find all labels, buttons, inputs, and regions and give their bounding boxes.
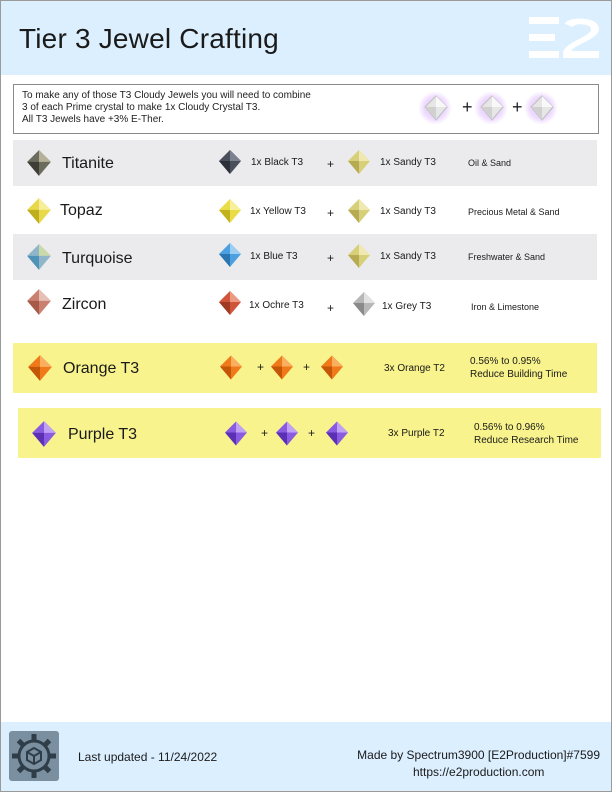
purple-jewel-icon (31, 420, 57, 448)
plus-sign: + (327, 251, 335, 265)
footer (1, 722, 611, 791)
plus-sign: + (327, 301, 335, 315)
sandy-crystal-icon (347, 149, 371, 175)
gear-cube-icon (9, 731, 59, 781)
ingredient-1: 1x Black T3 (251, 157, 304, 168)
orange-crystal-icon (219, 354, 243, 381)
jewel-row-titanite (13, 140, 597, 186)
jewel-row-orange-t3 (13, 343, 597, 393)
plus-sign: + (462, 97, 473, 117)
white-crystal-icon (424, 95, 448, 121)
sandy-crystal-icon (347, 243, 371, 269)
black-crystal-icon (218, 149, 242, 175)
yellow-crystal-icon (218, 198, 242, 224)
effect-description: Reduce Building Time (470, 369, 568, 380)
blue-crystal-icon (218, 242, 242, 268)
orange-crystal-icon (270, 354, 294, 381)
plus-sign: + (261, 426, 269, 440)
jewel-row-zircon (13, 282, 597, 328)
jewel-name: Turquoise (62, 250, 133, 267)
ingredient-2: 1x Sandy T3 (380, 206, 436, 217)
jewel-name: Topaz (60, 202, 103, 219)
titanite-jewel-icon (26, 149, 52, 177)
jewel-row-purple-t3 (18, 408, 601, 458)
zircon-jewel-icon (26, 288, 52, 316)
ingredient-1: 1x Yellow T3 (250, 206, 306, 217)
orange-crystal-icon (320, 354, 344, 381)
white-crystal-icon (480, 95, 504, 121)
plus-sign: + (327, 157, 335, 171)
resource-source: Freshwater & Sand (468, 252, 546, 262)
ingredient-2: 1x Sandy T3 (380, 157, 436, 168)
last-updated: Last updated - 11/24/2022 (78, 750, 218, 764)
jewel-row-topaz (13, 188, 597, 234)
page-title: Tier 3 Jewel Crafting (19, 23, 279, 54)
intro-line: All T3 Jewels have +3% E-Ther. (22, 114, 164, 125)
intro-text (22, 90, 382, 126)
jewel-name: Titanite (62, 155, 114, 172)
purple-crystal-icon (224, 420, 248, 447)
intro-line: 3 of each Prime crystal to make 1x Cloudy Crystal T3. (22, 102, 261, 113)
grey-crystal-icon (352, 291, 376, 317)
effect-range: 0.56% to 0.96% (474, 422, 545, 433)
ingredient-2: 1x Sandy T3 (380, 251, 436, 262)
sandy-crystal-icon (347, 198, 371, 224)
plus-sign: + (327, 206, 335, 220)
header (1, 1, 611, 75)
white-crystal-icon (530, 95, 554, 121)
credits: Made by Spectrum3900 [E2Production]#7599 (357, 748, 600, 762)
ochre-crystal-icon (218, 290, 242, 316)
plus-sign: + (308, 426, 316, 440)
effect-range: 0.56% to 0.95% (470, 356, 541, 367)
topaz-jewel-icon (26, 197, 52, 225)
plus-sign: + (303, 360, 311, 374)
intro-box (13, 84, 599, 134)
plus-sign: + (512, 97, 523, 117)
jewel-row-turquoise (13, 234, 597, 280)
intro-line: To make any of those T3 Cloudy Jewels you will need to combine (22, 90, 311, 101)
resource-source: Precious Metal & Sand (468, 207, 560, 217)
website-link[interactable]: https://e2production.com (413, 765, 545, 779)
ingredient: 3x Purple T2 (388, 428, 445, 439)
resource-source: Iron & Limestone (471, 302, 540, 312)
turquoise-jewel-icon (26, 243, 52, 271)
ingredient: 3x Orange T2 (384, 363, 445, 374)
jewel-name: Zircon (62, 296, 107, 313)
orange-jewel-icon (27, 354, 53, 382)
e2-logo-icon (529, 15, 601, 61)
cloudy-crystal-recipe (418, 89, 558, 129)
ingredient-1: 1x Ochre T3 (249, 300, 304, 311)
resource-source: Oil & Sand (468, 158, 512, 168)
ingredient-2: 1x Grey T3 (382, 301, 432, 312)
ingredient-1: 1x Blue T3 (250, 251, 298, 262)
jewel-name: Orange T3 (63, 360, 140, 377)
effect-description: Reduce Research Time (474, 435, 579, 446)
jewel-name: Purple T3 (68, 426, 138, 443)
plus-sign: + (257, 360, 265, 374)
purple-crystal-icon (325, 420, 349, 447)
purple-crystal-icon (275, 420, 299, 447)
